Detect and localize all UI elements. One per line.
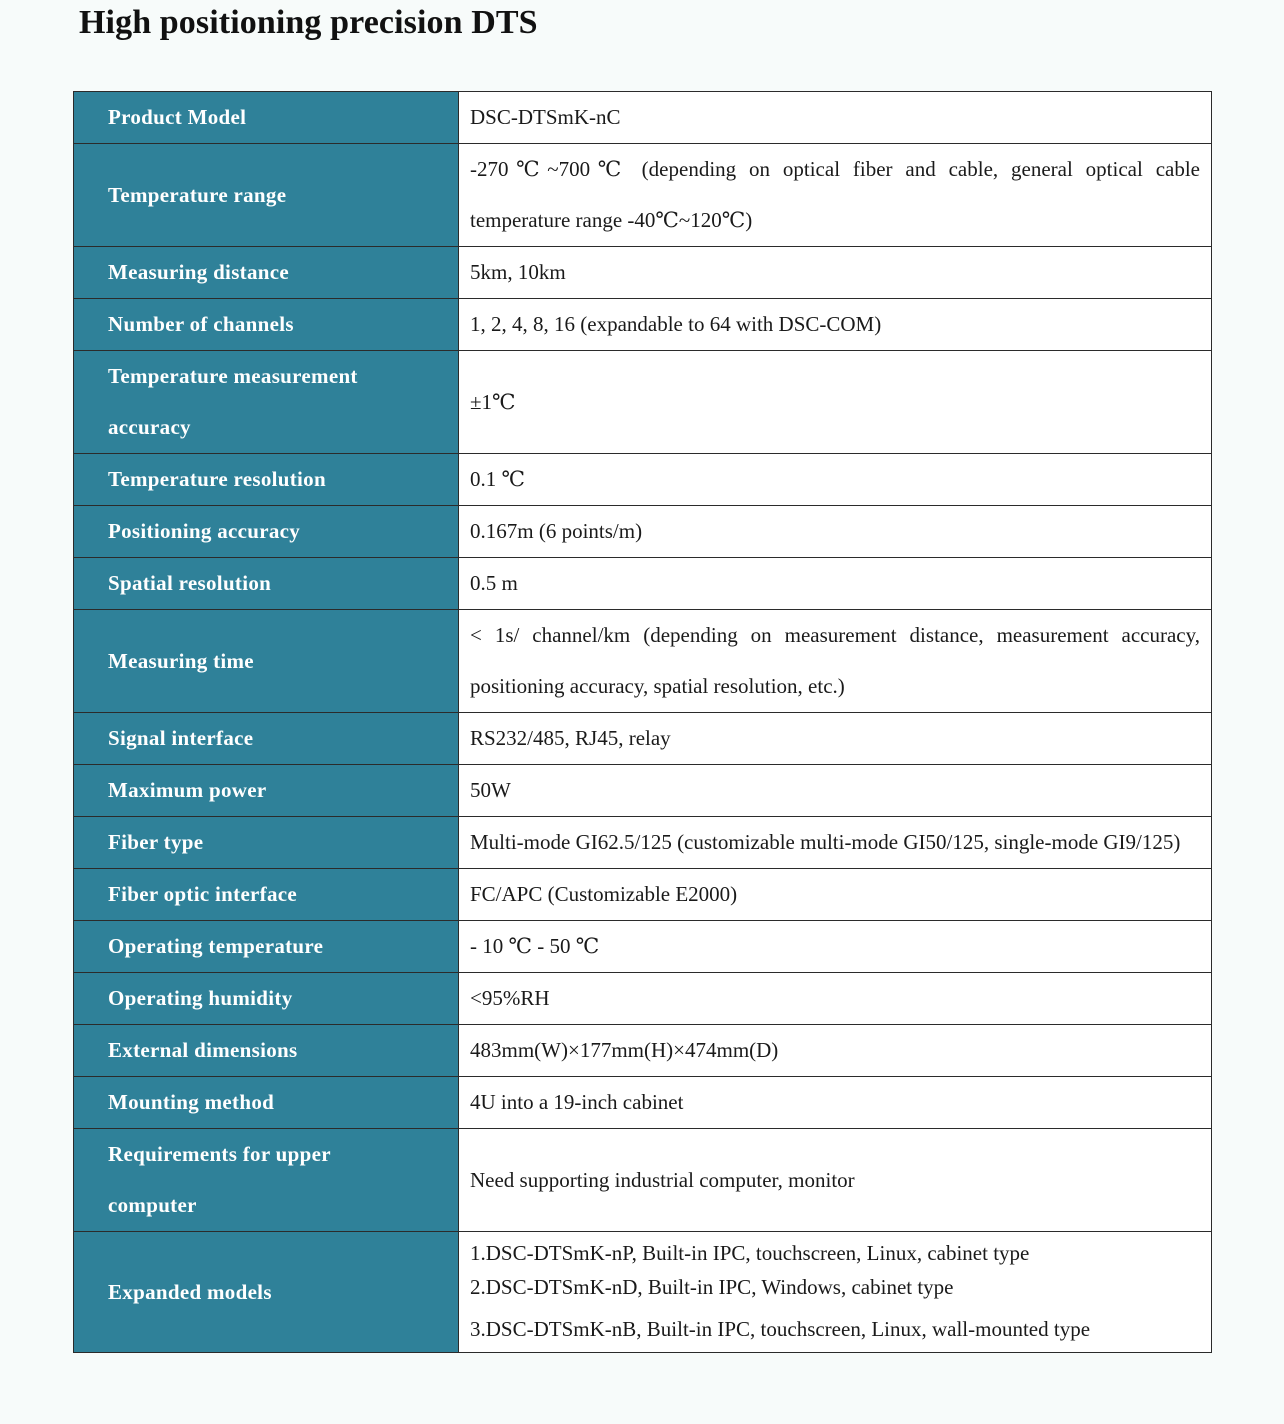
table-row: [74, 351, 1212, 454]
table-row: [74, 869, 1212, 921]
table-row: [74, 506, 1212, 558]
row-label: Temperature measurement accuracy: [74, 351, 459, 454]
row-label: External dimensions: [74, 1025, 459, 1077]
row-label: Temperature resolution: [74, 454, 459, 506]
row-value: 1, 2, 4, 8, 16 (expandable to 64 with DSC-COM): [459, 299, 1212, 351]
row-value: 483mm(W)×177mm(H)×474mm(D): [459, 1025, 1212, 1077]
table-row: [74, 921, 1212, 973]
row-value-list: [459, 1232, 1212, 1353]
row-label: Fiber optic interface: [74, 869, 459, 921]
table-row: [74, 1077, 1212, 1129]
row-label: Requirements for upper computer: [74, 1129, 459, 1232]
table-row: [74, 1232, 1212, 1353]
list-item: 1.DSC-DTSmK-nP, Built-in IPC, touchscreen, Linux, cabinet type: [470, 1241, 1030, 1265]
row-label: Measuring distance: [74, 247, 459, 299]
table-row: [74, 247, 1212, 299]
row-value: <95%RH: [459, 973, 1212, 1025]
row-label: Spatial resolution: [74, 558, 459, 610]
row-label: Signal interface: [74, 713, 459, 765]
row-label: Fiber type: [74, 817, 459, 869]
table-row: [74, 558, 1212, 610]
table-row: [74, 765, 1212, 817]
row-label: Operating temperature: [74, 921, 459, 973]
row-value: 5km, 10km: [459, 247, 1212, 299]
spec-table: [73, 91, 1212, 1353]
row-value: 4U into a 19-inch cabinet: [459, 1077, 1212, 1129]
row-value: < 1s/ channel/km (depending on measurement distance, measurement accuracy, positioning accuracy, spatial resolution, etc.): [459, 610, 1212, 713]
row-value: RS232/485, RJ45, relay: [459, 713, 1212, 765]
row-value: 0.5 m: [459, 558, 1212, 610]
row-label: Maximum power: [74, 765, 459, 817]
row-value: 50W: [459, 765, 1212, 817]
table-row: [74, 1025, 1212, 1077]
table-row: [74, 973, 1212, 1025]
row-label: Operating humidity: [74, 973, 459, 1025]
row-value: Need supporting industrial computer, monitor: [459, 1129, 1212, 1232]
row-value: ±1℃: [459, 351, 1212, 454]
row-label: Mounting method: [74, 1077, 459, 1129]
table-row: [74, 454, 1212, 506]
row-value: - 10 ℃ - 50 ℃: [459, 921, 1212, 973]
row-value: 0.1 ℃: [459, 454, 1212, 506]
row-value: Multi-mode GI62.5/125 (customizable multi-mode GI50/125, single-mode GI9/125): [459, 817, 1212, 869]
table-row: [74, 610, 1212, 713]
row-label: Positioning accuracy: [74, 506, 459, 558]
row-label: Product Model: [74, 92, 459, 144]
row-value: 0.167m (6 points/m): [459, 506, 1212, 558]
row-label: Number of channels: [74, 299, 459, 351]
table-row: [74, 299, 1212, 351]
table-row: [74, 817, 1212, 869]
row-value: FC/APC (Customizable E2000): [459, 869, 1212, 921]
table-row: [74, 1129, 1212, 1232]
row-value: DSC-DTSmK-nC: [459, 92, 1212, 144]
row-label: Temperature range: [74, 144, 459, 247]
table-row: [74, 713, 1212, 765]
table-row: [74, 144, 1212, 247]
table-row: [74, 92, 1212, 144]
row-label: Measuring time: [74, 610, 459, 713]
list-item: 3.DSC-DTSmK-nB, Built-in IPC, touchscreen, Linux, wall-mounted type: [470, 1317, 1091, 1341]
page-title: High positioning precision DTS: [79, 4, 538, 41]
list-item: 2.DSC-DTSmK-nD, Built-in IPC, Windows, cabinet type: [470, 1275, 954, 1299]
row-label: Expanded models: [74, 1232, 459, 1353]
row-value: -270℃~700℃ (depending on optical fiber and cable, general optical cable temperature range -40℃~120℃): [459, 144, 1212, 247]
